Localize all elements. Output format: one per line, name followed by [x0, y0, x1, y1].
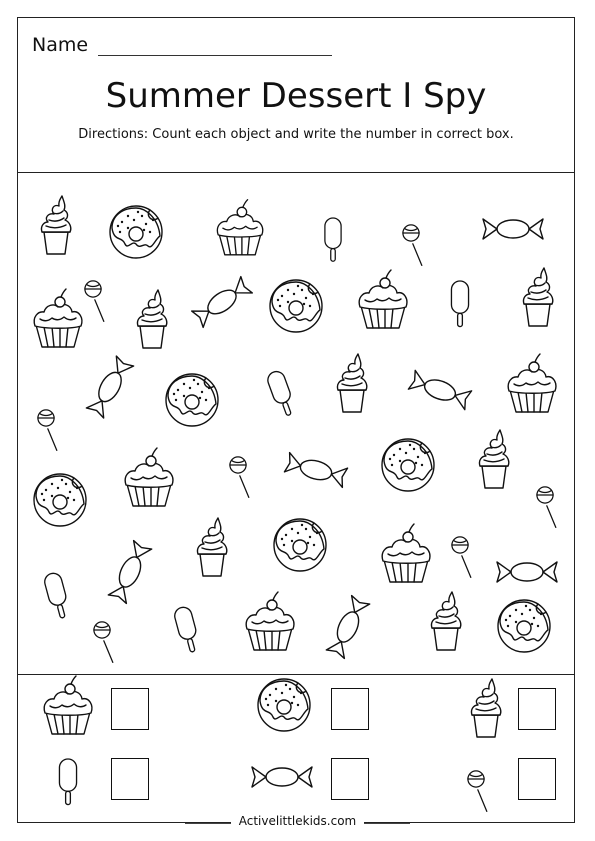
scene-lollipop-icon: [38, 410, 57, 451]
scene-lollipop-icon: [230, 457, 249, 498]
scene-icecream-icon: [137, 290, 166, 348]
directions-text: Directions: Count each object and write the number in correct box.: [78, 127, 514, 142]
scene-cupcake-icon: [382, 524, 430, 582]
scene-icecream-icon: [431, 592, 460, 650]
answer-key-lollipop-icon: [468, 771, 487, 812]
scene-cupcake-icon: [34, 289, 82, 347]
scene-icecream-icon: [523, 268, 552, 326]
scene-cupcake-icon: [217, 200, 262, 255]
scene-candy-icon: [483, 219, 543, 239]
answer-key-cupcake-icon: [44, 676, 92, 734]
scene-lollipop-icon: [537, 487, 556, 528]
scene-popsicle-icon: [451, 281, 468, 327]
scene-candy-icon: [326, 596, 369, 659]
name-label: Name: [32, 34, 89, 56]
scene-popsicle-icon: [265, 369, 297, 418]
scene-donut-icon: [270, 280, 322, 332]
answer-box-donut[interactable]: [331, 688, 369, 730]
scene-donut-icon: [274, 519, 326, 571]
page-title: Summer Dessert I Spy: [105, 76, 487, 116]
scene-donut-icon: [166, 374, 218, 426]
scene-candy-icon: [192, 277, 253, 328]
scene-candy-icon: [408, 370, 471, 409]
scene-candy-icon: [108, 541, 151, 604]
answer-box-lollipop[interactable]: [518, 758, 556, 800]
footer-site: Activelittlekids.com: [231, 814, 365, 828]
scene-candy-icon: [497, 562, 557, 582]
scene-icecream-icon: [337, 354, 366, 412]
answer-key-candy-icon: [252, 767, 312, 787]
scene-donut-icon: [382, 439, 434, 491]
answer-box-popsicle[interactable]: [111, 758, 149, 800]
answer-key-icecream-icon: [471, 679, 500, 737]
scene-icecream-icon: [41, 196, 70, 254]
scene-donut-icon: [498, 600, 550, 652]
scene-popsicle-icon: [173, 605, 201, 653]
answer-box-cupcake[interactable]: [111, 688, 149, 730]
answer-box-candy[interactable]: [331, 758, 369, 800]
scene-donut-icon: [110, 206, 162, 258]
scene-cupcake-icon: [359, 270, 407, 328]
scene-lollipop-icon: [94, 622, 113, 663]
footer: [0, 814, 595, 828]
scene-icecream-icon: [197, 518, 226, 576]
scene-donut-icon: [34, 474, 86, 526]
scene-lollipop-icon: [452, 537, 471, 578]
scene-cupcake-icon: [125, 448, 173, 506]
scene-candy-icon: [284, 453, 347, 488]
answer-box-icecream[interactable]: [518, 688, 556, 730]
scene-cupcake-icon: [246, 592, 294, 650]
answer-key-donut-icon: [258, 679, 310, 731]
scene-popsicle-icon: [43, 571, 71, 619]
scene-icecream-icon: [479, 430, 508, 488]
answer-key-popsicle-icon: [59, 759, 76, 805]
scene-lollipop-icon: [403, 225, 422, 266]
scene-lollipop-icon: [85, 281, 104, 322]
scene-popsicle-icon: [325, 218, 341, 261]
scene-cupcake-icon: [508, 354, 556, 412]
scene-candy-icon: [86, 356, 133, 418]
